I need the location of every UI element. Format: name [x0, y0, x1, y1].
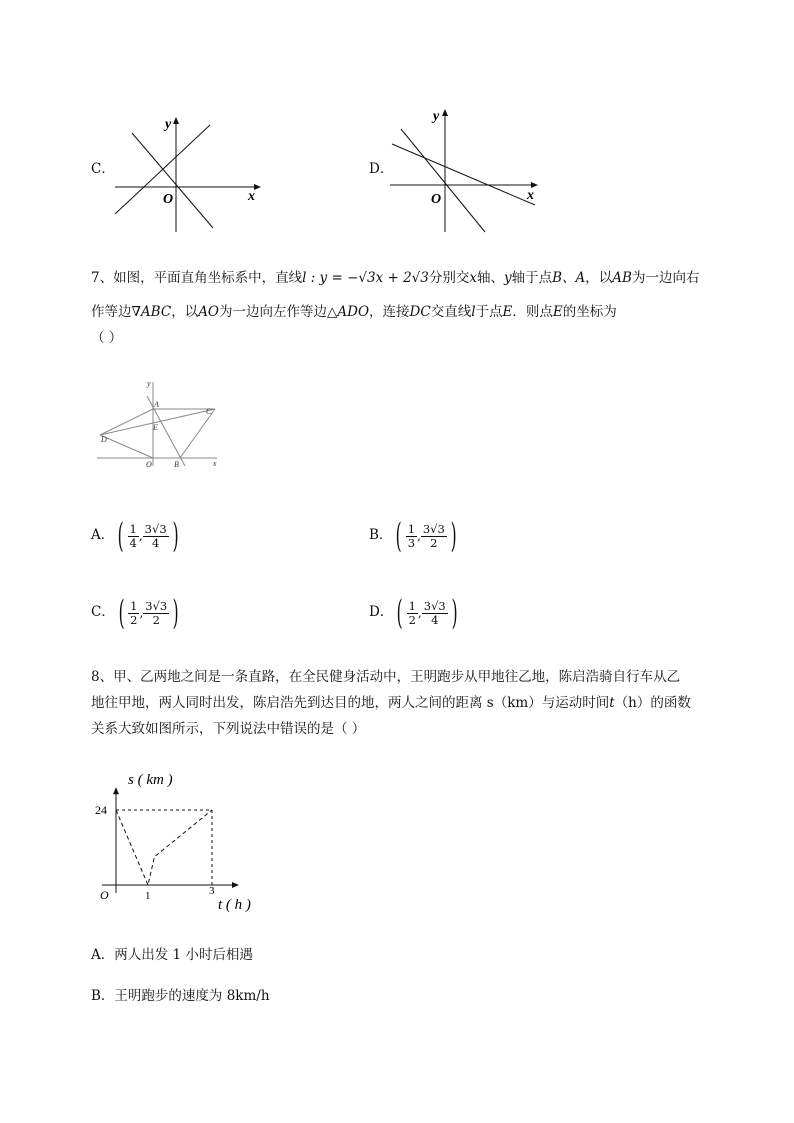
q7-answer-blank: （ ） [91, 330, 123, 346]
seg-BC [180, 409, 215, 458]
q7-option-d: D． ( $\frac{1}{2}$ , $\frac{3√3}{4}$ ) [369, 593, 458, 633]
y-label: y [165, 117, 172, 132]
y-tick-label: 24 [95, 803, 107, 817]
fig-label-y: y [147, 379, 151, 388]
q8-option-b: B．王明跑步的速度为 8km/h [91, 988, 270, 1004]
fig-label-B: B [174, 460, 179, 468]
q7-option-b: B． ( $\frac{1}{3}$ , $\frac{3√3}{2}$ ) [369, 516, 457, 556]
x-axis-label: t ( h ) [218, 897, 251, 913]
q8-option-a: A．两人出发 1 小时后相遇 [91, 947, 253, 963]
series-line [116, 810, 212, 885]
origin-label: O [163, 192, 174, 207]
q7-option-c: C． ( $\frac{1}{2}$ , $\frac{3√3}{2}$ ) [91, 593, 179, 633]
fig-label-D: D [101, 435, 107, 444]
option-c-graph [110, 110, 270, 240]
y-axis-label: s ( km ) [128, 772, 173, 788]
x-tick-label: 3 [209, 885, 215, 897]
fig-label-C: C [206, 407, 212, 416]
option-d-graph [385, 100, 545, 240]
q7-line-2: 作等边∇ABC，以AO为一边向左作等边△ADO，连接DC交直线l于点E．则点E的坐标为 [91, 304, 617, 320]
q7-line-1: 7、如图，平面直角坐标系中，直线l : y = −√3x + 2√3分别交x轴、y轴于点B、A，以AB为一边向右 [91, 270, 700, 286]
fig-label-x: x [213, 459, 217, 468]
seg-DA [100, 409, 153, 435]
option-c-label: C． [91, 161, 115, 177]
option-d-label: D． [369, 161, 394, 177]
x-tick-label: 1 [145, 890, 151, 902]
q8-line-3: 关系大致如图所示，下列说法中错误的是（ ） [91, 721, 366, 737]
line-1 [392, 144, 535, 205]
line-2 [401, 129, 485, 232]
x-label: x [248, 189, 255, 204]
fig-label-O: O [146, 460, 152, 468]
q8-line-1: 8、甲、乙两地之间是一条直路，在全民健身活动中，王明跑步从甲地往乙地，陈启浩骑自行车从乙 [91, 669, 681, 685]
q8-chart [90, 765, 280, 915]
fig-label-A: A [154, 400, 159, 409]
line-equation: l : y = −√3x + 2√3 [302, 270, 429, 286]
q7-option-a: A． ( $\frac{1}{4}$ , $\frac{3√3}{4}$ ) [91, 516, 179, 556]
x-label: x [527, 188, 534, 203]
y-label: y [433, 109, 440, 124]
origin-label: O [100, 888, 109, 902]
q7-figure [92, 376, 227, 468]
seg-DO [100, 435, 153, 458]
fig-label-E: E [153, 423, 158, 432]
origin-label: O [431, 192, 442, 207]
q8-line-2: 地往甲地，两人同时出发，陈启浩先到达目的地，两人之间的距离 s（km）与运动时间t（h）的函数 [91, 695, 691, 711]
line-2 [132, 133, 213, 228]
